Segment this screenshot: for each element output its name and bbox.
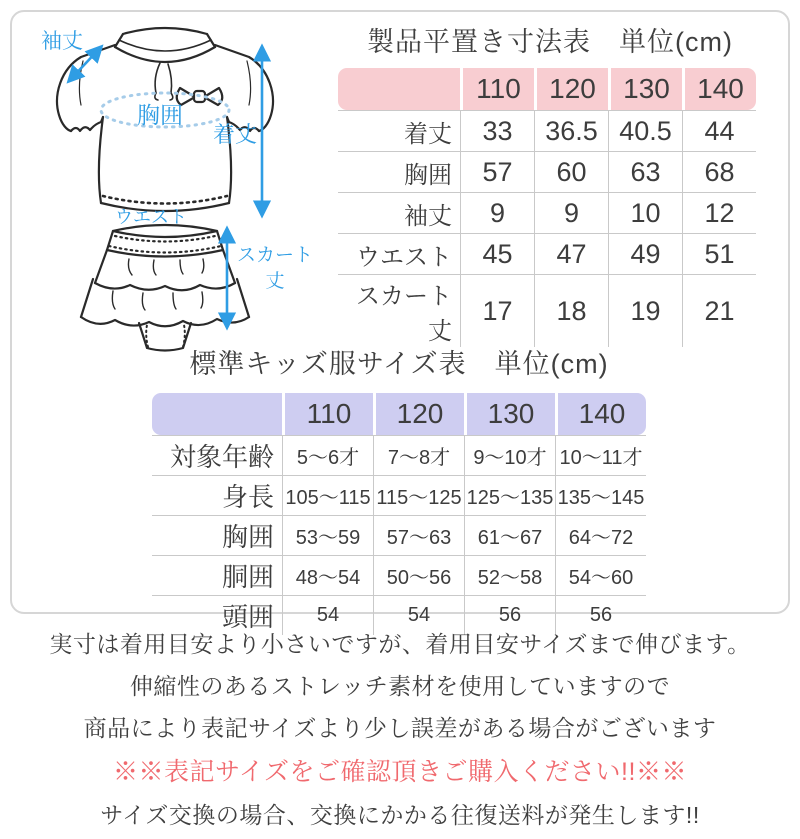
note-line: 実寸は着用目安より小さいですが、着用目安サイズまで伸びます。 <box>49 631 751 657</box>
cell: 45 <box>460 233 534 274</box>
cell: 135〜145 <box>555 475 646 515</box>
cell: 56 <box>555 595 646 635</box>
cell: 68 <box>682 151 756 192</box>
content-frame <box>10 10 790 632</box>
row-label: 袖丈 <box>338 192 460 233</box>
cell: 40.5 <box>608 110 682 151</box>
cell: 9 <box>534 192 608 233</box>
size-column-header: 130 <box>464 393 555 435</box>
cell: 10〜11才 <box>555 435 646 475</box>
header-empty-cell <box>338 68 460 110</box>
cell: 51 <box>682 233 756 274</box>
cell: 61〜67 <box>464 515 555 555</box>
cell: 57 <box>460 151 534 192</box>
row-label: 胸囲 <box>338 151 460 192</box>
size-column-header: 140 <box>682 68 756 110</box>
cell: 21 <box>682 274 756 347</box>
size-column-header: 110 <box>460 68 534 110</box>
cell: 5〜6才 <box>282 435 373 475</box>
size-header-row <box>338 68 756 110</box>
cell: 19 <box>608 274 682 347</box>
cell: 12 <box>682 192 756 233</box>
product-table-title: 製品平置き寸法表 単位(cm) <box>367 27 733 57</box>
size-column-header: 120 <box>373 393 464 435</box>
row-label: 胸囲 <box>152 515 282 555</box>
table-row <box>152 555 646 595</box>
product-measurements-table <box>338 68 756 347</box>
cell: 18 <box>534 274 608 347</box>
cell: 64〜72 <box>555 515 646 555</box>
cell: 52〜58 <box>464 555 555 595</box>
cell: 36.5 <box>534 110 608 151</box>
cell: 53〜59 <box>282 515 373 555</box>
cell: 49 <box>608 233 682 274</box>
cell: 48〜54 <box>282 555 373 595</box>
table-row <box>152 435 646 475</box>
cell: 54〜60 <box>555 555 646 595</box>
row-label: 対象年齢 <box>152 435 282 475</box>
cell: 44 <box>682 110 756 151</box>
note-line: 伸縮性のあるストレッチ素材を使用していますので <box>129 673 671 699</box>
size-column-header: 110 <box>282 393 373 435</box>
header-empty-cell <box>152 393 282 435</box>
cell: 9〜10才 <box>464 435 555 475</box>
product-measurements-panel <box>338 20 762 347</box>
row-label: スカート丈 <box>338 274 460 347</box>
size-header-row <box>152 393 646 435</box>
sleeve-length-label: 袖丈 <box>41 30 83 53</box>
cell: 9 <box>460 192 534 233</box>
row-label: 胴囲 <box>152 555 282 595</box>
garment-line-art-icon <box>17 17 347 357</box>
table-row <box>152 515 646 555</box>
cell: 54 <box>373 595 464 635</box>
cell: 10 <box>608 192 682 233</box>
waist-label: ウエスト <box>115 207 187 227</box>
size-warning-text: ※※表記サイズをご確認頂きご購入ください!!※※ <box>113 758 687 786</box>
cell: 125〜135 <box>464 475 555 515</box>
skirt-length-label: スカート丈 <box>236 245 313 292</box>
cell: 105〜115 <box>282 475 373 515</box>
exchange-note-text: サイズ交換の場合、交換にかかる往復送料が発生します!! <box>100 802 700 828</box>
cell: 54 <box>282 595 373 635</box>
cell: 115〜125 <box>373 475 464 515</box>
table-row <box>338 233 756 274</box>
cell: 47 <box>534 233 608 274</box>
size-column-header: 130 <box>608 68 682 110</box>
cell: 33 <box>460 110 534 151</box>
row-label: 身長 <box>152 475 282 515</box>
cell: 60 <box>534 151 608 192</box>
chest-label: 胸囲 <box>137 102 183 128</box>
table-row <box>338 274 756 347</box>
table-row <box>338 151 756 192</box>
cell: 57〜63 <box>373 515 464 555</box>
size-column-header: 120 <box>534 68 608 110</box>
cell: 63 <box>608 151 682 192</box>
standard-size-table <box>152 393 646 635</box>
table-row <box>338 110 756 151</box>
standard-table-title: 標準キッズ服サイズ表 単位(cm) <box>189 349 609 379</box>
cell: 50〜56 <box>373 555 464 595</box>
cell: 17 <box>460 274 534 347</box>
standard-size-panel <box>152 342 646 635</box>
row-label: 頭囲 <box>152 595 282 635</box>
body-length-label: 着丈 <box>213 122 258 147</box>
cell: 56 <box>464 595 555 635</box>
row-label: ウエスト <box>338 233 460 274</box>
cell: 7〜8才 <box>373 435 464 475</box>
table-row <box>152 475 646 515</box>
row-label: 着丈 <box>338 110 460 151</box>
size-column-header: 140 <box>555 393 646 435</box>
table-row <box>338 192 756 233</box>
garment-illustration <box>17 17 347 357</box>
notes-block <box>0 626 800 839</box>
note-line: 商品により表記サイズより少し誤差がある場合がございます <box>83 715 717 741</box>
